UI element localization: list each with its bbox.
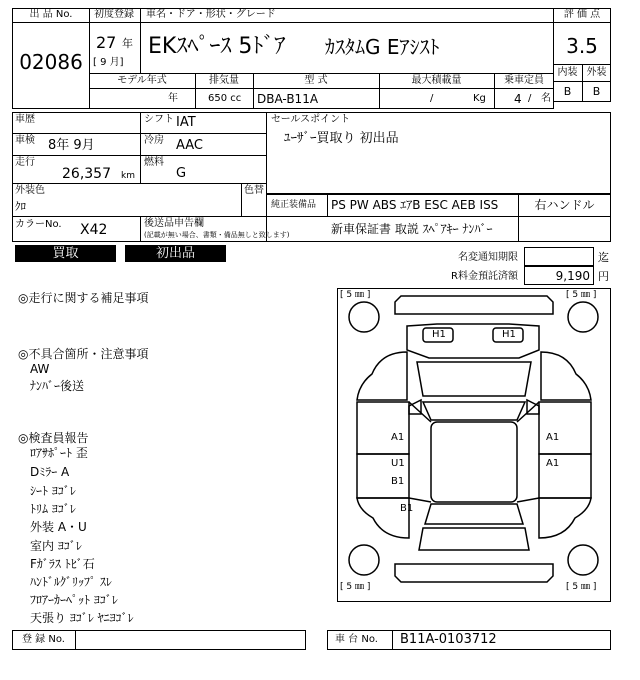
tire-label-front-left: [ 5 ㎜ ]	[340, 290, 371, 300]
sales-point-text: ﾕｰｻﾞｰ買取り 初出品	[284, 131, 399, 146]
mileage-value: 26,357	[62, 166, 111, 182]
defect-item: AW	[30, 362, 50, 376]
reg-year: 27	[96, 33, 117, 52]
equipment-value: PS PW ABS ｴｱB ESC AEB ISS	[331, 198, 499, 212]
score-label: 評 価 点	[563, 9, 601, 20]
exterior-label: 外装	[586, 67, 607, 78]
inspector-item: 室内 ﾖｺﾞﾚ	[30, 539, 82, 553]
docs-label: 後送品申告欄	[144, 218, 204, 229]
tire-label-rear-left: [ 5 ㎜ ]	[340, 582, 371, 592]
displacement-label: 排気量	[209, 75, 239, 86]
max-load-sep: /	[430, 93, 434, 104]
capacity-value: 4	[514, 92, 522, 106]
equipment-label: 純正装備品	[271, 200, 317, 210]
tire-front-right	[568, 302, 598, 332]
color-no-label: カラーNo.	[15, 219, 62, 230]
recycle-value: 9,190	[555, 269, 590, 283]
car-name: EKｽﾍﾟｰｽ 5ﾄﾞｱ	[148, 34, 286, 59]
rear-glass	[425, 504, 523, 524]
name-change-unit: 迄	[598, 251, 609, 264]
right-front-door	[539, 402, 591, 454]
docs-note: (記載が無い場合、書類・備品無しと致します)	[144, 231, 290, 239]
handle-value: 右ハンドル	[534, 198, 595, 212]
mark-left-rear-door-1: U1	[391, 458, 405, 469]
ac-value: AAC	[176, 138, 203, 153]
rear-bumper	[395, 564, 553, 582]
front-bumper	[395, 296, 553, 314]
fuel-value: G	[176, 166, 187, 181]
inspector-item: Dﾐﾗｰ A	[30, 465, 70, 479]
capacity-label: 乗車定員	[504, 75, 544, 86]
inspector-item: Fｶﾞﾗｽ ﾄﾋﾞ石	[30, 557, 95, 571]
recolor-label: 色替	[244, 185, 264, 196]
model-value: DBA-B11A	[257, 92, 319, 106]
ac-label: 冷房	[144, 135, 164, 146]
name-change-box	[524, 247, 594, 266]
mark-right-rear-door: A1	[546, 458, 560, 469]
tire-rear-left	[349, 545, 379, 575]
sales-point-label: セールスポイント	[271, 114, 351, 125]
mark-headlight-left: H1	[432, 329, 446, 340]
displacement: 650 cc	[208, 93, 242, 104]
hood	[417, 362, 531, 396]
driving-title: ◎走行に関する補足事項	[18, 291, 149, 305]
name-change-label: 名変通知期限	[458, 252, 518, 263]
inspector-item: ﾛｱｻﾎﾟｰﾄ 歪	[30, 446, 88, 460]
windshield	[423, 402, 525, 420]
reg-month: [ 9 月]	[93, 57, 124, 68]
score-value: 3.5	[566, 34, 598, 58]
inspector-title: ◎検査員報告	[18, 431, 89, 445]
car-diagram-lines	[337, 288, 611, 602]
fuel-label: 燃料	[144, 157, 164, 168]
mileage-label: 走行	[15, 157, 35, 168]
shift-label: シフト	[144, 114, 174, 125]
inspector-item: ｼｰﾄ ﾖｺﾞﾚ	[30, 484, 76, 498]
front-fender-right	[541, 352, 591, 400]
inspector-item: ﾌﾛｱｰｶｰﾍﾟｯﾄ ﾖｺﾞﾚ	[30, 593, 118, 607]
rear-hatch	[419, 528, 529, 550]
defects-title: ◎不具合箇所・注意事項	[18, 347, 149, 361]
model-year-unit: 年	[168, 93, 178, 104]
warranty-value: 新車保証書 取説 ｽﾍﾟｱｷｰ ﾅﾝﾊﾞｰ	[331, 222, 493, 236]
registration-label: 登 録 No.	[22, 634, 65, 645]
max-load-unit: Kg	[473, 93, 486, 104]
ext-color-label: 外装色	[15, 185, 45, 196]
car-name-label: 車名・ドア・形状・グレード	[146, 9, 276, 20]
tag-first-listing: 初出品	[125, 245, 226, 262]
inspector-item: 外装 A・U	[30, 520, 87, 534]
model-year-label: モデル年式	[117, 75, 167, 86]
history-label: 車歴	[15, 114, 35, 125]
year-unit: 年	[122, 37, 133, 50]
tire-label-front-right: [ 5 ㎜ ]	[566, 290, 597, 300]
capacity-sep: /	[528, 93, 532, 104]
interior-grade: B	[563, 85, 572, 98]
front-grille	[407, 324, 539, 358]
tire-label-rear-right: [ 5 ㎜ ]	[566, 582, 597, 592]
lot-label: 出 品 No.	[29, 9, 73, 20]
roof	[431, 422, 517, 502]
lot-number: 02086	[19, 50, 83, 74]
defect-item: ﾅﾝﾊﾞｰ後送	[30, 379, 85, 393]
mark-left-rear-door-2: B1	[391, 476, 405, 487]
model-label: 型 式	[304, 75, 328, 86]
recycle-label: R料金預託済額	[451, 271, 518, 282]
grade: ｶｽﾀﾑG Eｱｼｽﾄ	[325, 35, 440, 59]
left-front-door	[357, 402, 409, 454]
inspector-item: ﾊﾝﾄﾞﾙｸﾞﾘｯﾌﾟ ｽﾚ	[30, 575, 112, 589]
chassis-value: B11A-0103712	[400, 632, 497, 647]
mark-headlight-right: H1	[502, 329, 516, 340]
mark-right-front-door: A1	[546, 432, 560, 443]
first-reg-label: 初度登録	[94, 9, 134, 20]
chassis-label: 車 台 No.	[335, 634, 378, 645]
max-load-label: 最大積載量	[411, 75, 462, 86]
tire-front-left	[349, 302, 379, 332]
mileage-unit: km	[121, 171, 135, 181]
color-no-value: X42	[80, 222, 108, 238]
mark-left-rear-fender: B1	[400, 503, 414, 514]
rear-fender-right	[539, 498, 591, 538]
inspector-item: ﾄﾘﾑ ﾖｺﾞﾚ	[30, 502, 76, 516]
front-fender-left	[357, 352, 407, 400]
capacity-unit: 名	[541, 93, 551, 104]
interior-label: 内装	[557, 67, 578, 78]
inspection-label: 車検	[15, 135, 35, 146]
shift-value: IAT	[176, 115, 196, 130]
exterior-grade: B	[592, 85, 601, 98]
inspector-item: 天張り ﾖｺﾞﾚ ﾔﾆﾖｺﾞﾚ	[30, 611, 134, 625]
tire-rear-right	[568, 545, 598, 575]
inspection-value: 8年 9月	[48, 138, 95, 153]
ext-color-value: ｸﾛ	[15, 200, 26, 213]
tag-buyback: 買取	[15, 245, 116, 262]
mark-left-front-door: A1	[391, 432, 405, 443]
recycle-unit: 円	[598, 270, 609, 283]
